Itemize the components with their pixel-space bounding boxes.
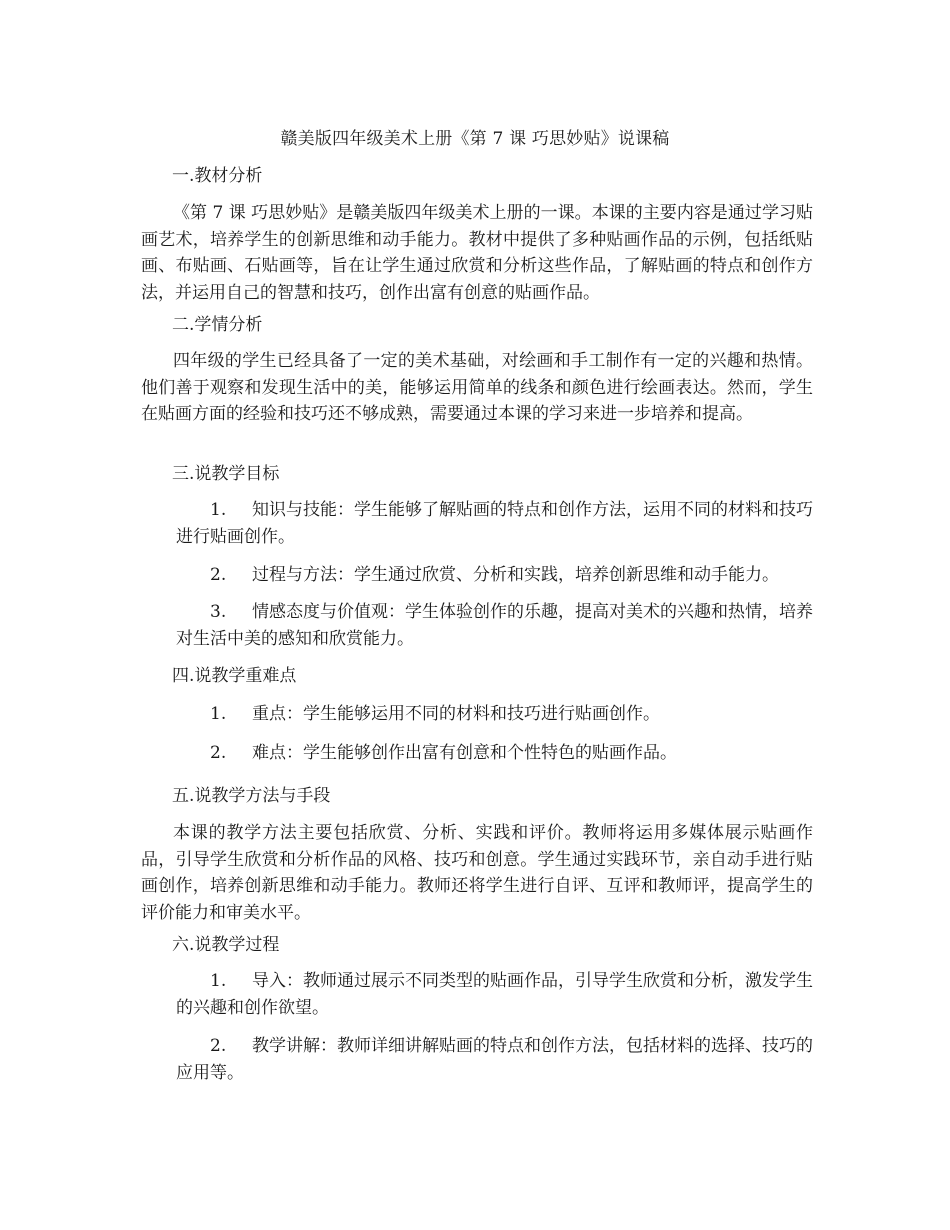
- list-item-number: 1.: [210, 500, 227, 520]
- list-item: [176, 497, 816, 550]
- list-item-text: 重点：学生能够运用不同的材料和技巧进行贴画创作。: [252, 704, 660, 724]
- section-heading: 三.说教学目标: [172, 464, 280, 484]
- section-heading: 六.说教学过程: [172, 935, 280, 955]
- list-item: [176, 740, 816, 767]
- list-item: [176, 701, 816, 728]
- section-paragraph: 本课的教学方法主要包括欣赏、分析、实践和评价。教师将运用多媒体展示贴画作品，引导学生欣赏和分析作品的风格、技巧和创意。学生通过实践环节，亲自动手进行贴画创作，培养创新思维和动手能力。教师还将学生进行自评、互评和教师评，提高学生的评价能力和审美水平。: [141, 823, 813, 923]
- list-item: [176, 968, 816, 1021]
- list-item: [176, 599, 816, 652]
- list-item-text: 情感态度与价值观：学生体验创作的乐趣，提高对美术的兴趣和热情，培养对生活中美的感知和欣赏能力。: [176, 602, 813, 649]
- list-item-text: 导入：教师通过展示不同类型的贴画作品，引导学生欣赏和分析，激发学生的兴趣和创作欲望。: [176, 971, 813, 1018]
- section-heading: 二.学情分析: [172, 315, 263, 335]
- list-item-number: 2.: [210, 1036, 227, 1056]
- section-paragraph: 四年级的学生已经具备了一定的美术基础，对绘画和手工制作有一定的兴趣和热情。他们善于观察和发现生活中的美，能够运用简单的线条和颜色进行绘画表达。然而，学生在贴画方面的经验和技巧还不够成熟，需要通过本课的学习来进一步培养和提高。: [141, 351, 813, 425]
- list-item-number: 1.: [210, 971, 227, 991]
- list-item-number: 1.: [210, 704, 227, 724]
- list-item-text: 知识与技能：学生能够了解贴画的特点和创作方法，运用不同的材料和技巧进行贴画创作。: [176, 500, 813, 547]
- list-item-text: 教学讲解：教师详细讲解贴画的特点和创作方法，包括材料的选择、技巧的应用等。: [176, 1036, 813, 1083]
- list-item: [176, 1033, 816, 1086]
- list-item-number: 2.: [210, 743, 227, 763]
- section-heading: 五.说教学方法与手段: [172, 786, 331, 806]
- section-paragraph: 《第 7 课 巧思妙贴》是赣美版四年级美术上册的一课。本课的主要内容是通过学习贴画艺术，培养学生的创新思维和动手能力。教材中提供了多种贴画作品的示例，包括纸贴画、布贴画、石贴画等，旨在让学生通过欣赏和分析这些作品，了解贴画的特点和创作方法，并运用自己的智慧和技巧，创作出富有创意的贴画作品。: [141, 203, 813, 303]
- list-item-text: 难点：学生能够创作出富有创意和个性特色的贴画作品。: [252, 743, 677, 763]
- list-item-number: 3.: [210, 602, 227, 622]
- list-item: [176, 562, 816, 589]
- document-title: 赣美版四年级美术上册《第 7 课 巧思妙贴》说课稿: [280, 129, 670, 149]
- list-item-text: 过程与方法：学生通过欣赏、分析和实践，培养创新思维和动手能力。: [252, 565, 779, 585]
- section-heading: 一.教材分析: [172, 166, 263, 186]
- section-heading: 四.说教学重难点: [172, 666, 297, 686]
- list-item-number: 2.: [210, 565, 227, 585]
